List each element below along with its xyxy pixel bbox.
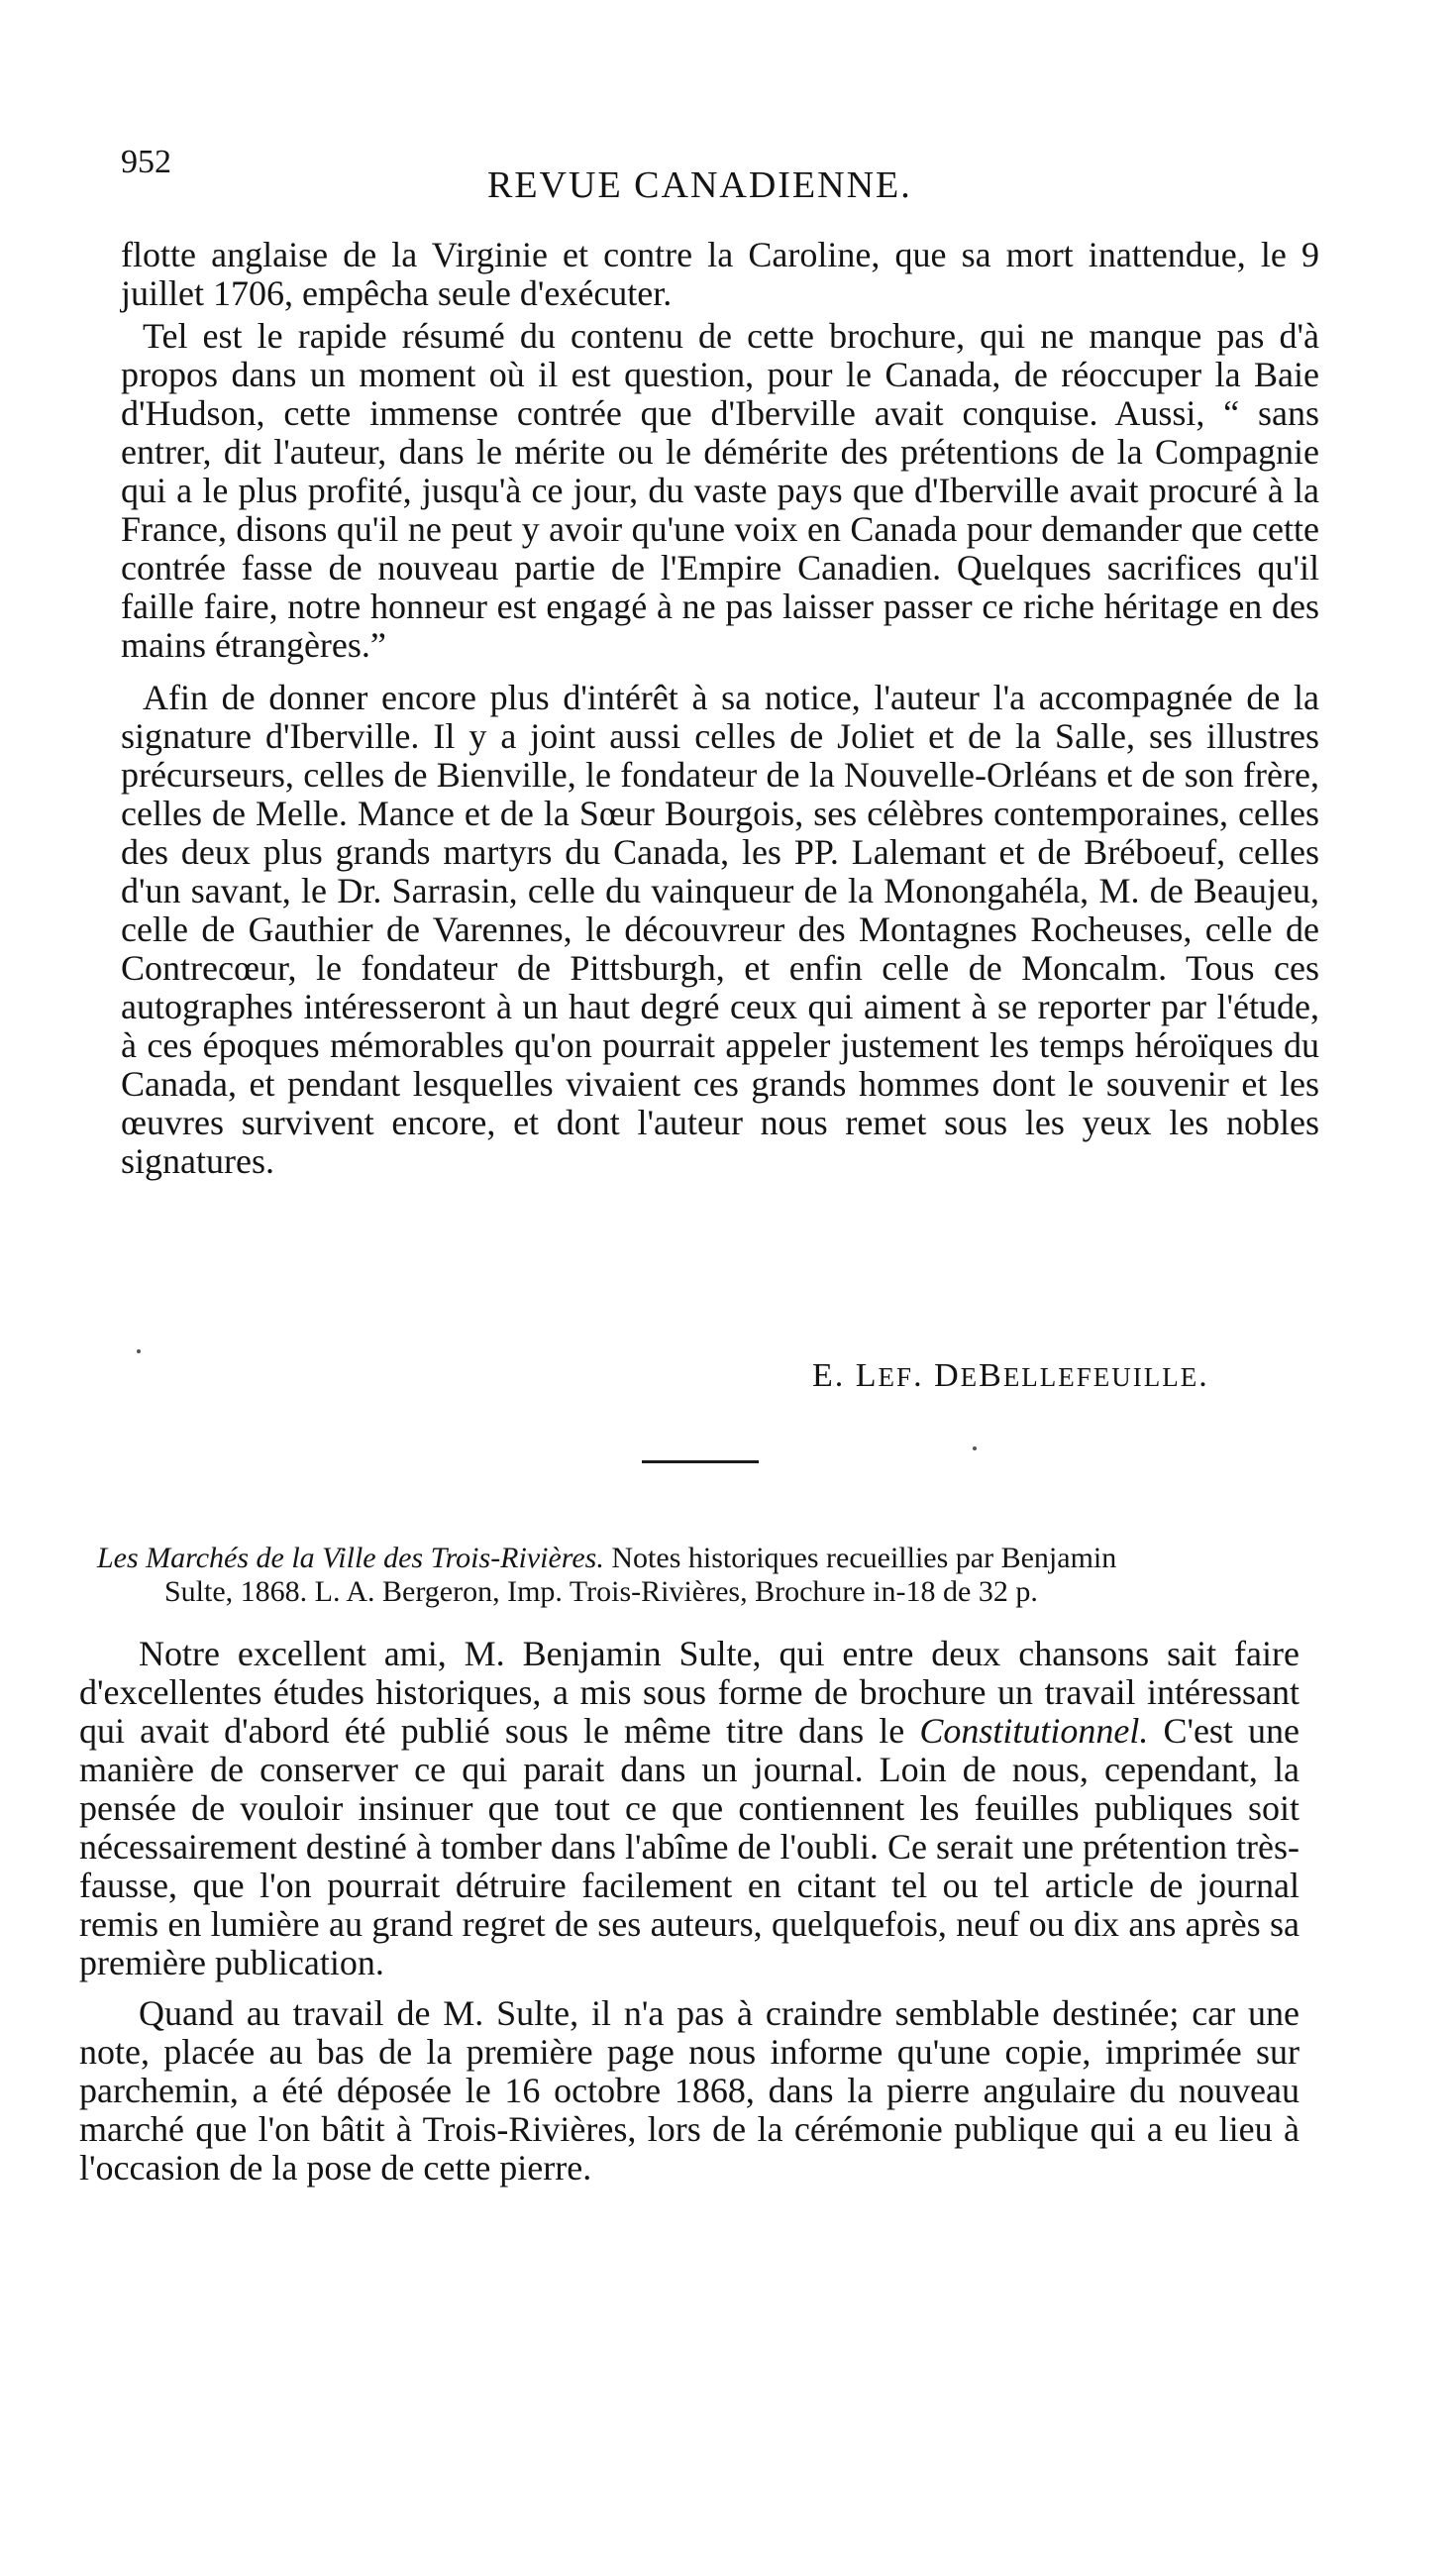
print-speck — [973, 1446, 977, 1450]
paragraph-summary: Tel est le rapide résumé du contenu de cette brochure, qui ne manque pas d'à propos dans un moment où il est question, pour le Canada, de réoccuper la Baie d'Hudson, cette immense contrée que d'Iberville avait conquise. Aussi, “ sans entrer, dit l'auteur, dans le mérite ou le démérite des prétentions de la Compagnie qui a le plus profité, jusqu'à ce jour, du vaste pays que d'Iberville avait procuré à la France, disons qu'il ne peut y avoir qu'une voix en Canada pour demander que cette contrée fasse de nouveau partie de l'Empire Canadien. Quelques sacrifices qu'il faille faire, notre honneur est engagé à ne pas laisser passer ce riche héritage en des mains étrangères.” — [121, 316, 1319, 665]
page-number: 952 — [121, 144, 171, 180]
paragraph-continued: flotte anglaise de la Virginie et contre la Caroline, que sa mort inattendue, le 9 juillet 1706, empêcha seule d'exécuter. — [121, 235, 1319, 313]
book-info-continued: Sulte, 1868. L. A. Bergeron, Imp. Trois-Rivières, Brochure in-18 de 32 p. — [164, 1575, 1038, 1608]
paragraph-signatures: Afin de donner encore plus d'intérêt à sa notice, l'auteur l'a accompagnée de la signature d'Iberville. Il y a joint aussi celles de Joliet et de la Salle, ses illustres précurseurs, celles de Bienville, le fondateur de la Nouvelle-Orléans et de son frère, celles de Melle. Mance et de la Sœur Bourgois, ses célèbres contemporaines, celles des deux plus grands martyrs du Canada, les PP. Lalemant et de Bréboeuf, celles d'un savant, le Dr. Sarrasin, celle du vainqueur de la Monongahéla, M. de Beaujeu, celle de Gauthier de Varennes, le découvreur des Montagnes Rocheuses, celle de Contrecœur, le fondateur de Pittsburgh, et enfin celle de Moncalm. Tous ces autographes intéresseront à un haut degré ceux qui aiment à se reporter par l'étude, à ces époques mémorables qu'on pourrait appeler justement les temps héroïques du Canada, et pendant lesquelles vivaient ces grands hommes dont le souvenir et les œuvres survivent encore, et dont l'auteur nous remet sous les yeux les nobles signatures. — [121, 678, 1319, 1181]
paragraph-review-intro: Notre excellent ami, M. Benjamin Sulte, qui entre deux chansons sait faire d'excellentes études historiques, a mis sous forme de brochure un travail intéressant qui avait d'abord été publié sous le même titre dans le Constitutionnel. C'est une manière de conserver ce qui parait dans un journal. Loin de nous, cependant, la pensée de vouloir insinuer que tout ce que contiennent les feuilles publiques soit nécessairement destiné à tomber dans l'abîme de l'oubli. Ce serait une prétention très-fausse, que l'on pourrait détruire facilement en citant tel ou tel article de journal remis en lumière au grand regret de ses auteurs, quelquefois, neuf ou dix ans après sa première publication. — [79, 1634, 1300, 1982]
running-title: REVUE CANADIENNE. — [487, 164, 912, 206]
book-title: Les Marchés de la Ville des Trois-Rivières. — [97, 1542, 604, 1574]
review-body — [79, 1635, 1300, 2188]
article-body — [121, 236, 1319, 1181]
paragraph-review-note: Quand au travail de M. Sulte, il n'a pas à craindre semblable destinée; car une note, placée au bas de la première page nous informe qu'une copie, imprimée sur parchemin, a été déposée le 16 octobre 1868, dans la pierre angulaire du nouveau marché que l'on bâtit à Trois-Rivières, lors de la cérémonie publique qui a eu lieu à l'occasion de la pose de cette pierre. — [79, 1993, 1300, 2188]
section-divider — [642, 1460, 759, 1463]
book-citation — [97, 1542, 1305, 1609]
author-signature: E. LEF. DEBELLEFEUILLE. — [812, 1357, 1209, 1394]
book-info: Notes historiques recueillies par Benjamin — [603, 1542, 1117, 1574]
print-speck — [137, 1349, 141, 1353]
newspaper-title: Constitutionnel. — [919, 1711, 1149, 1751]
